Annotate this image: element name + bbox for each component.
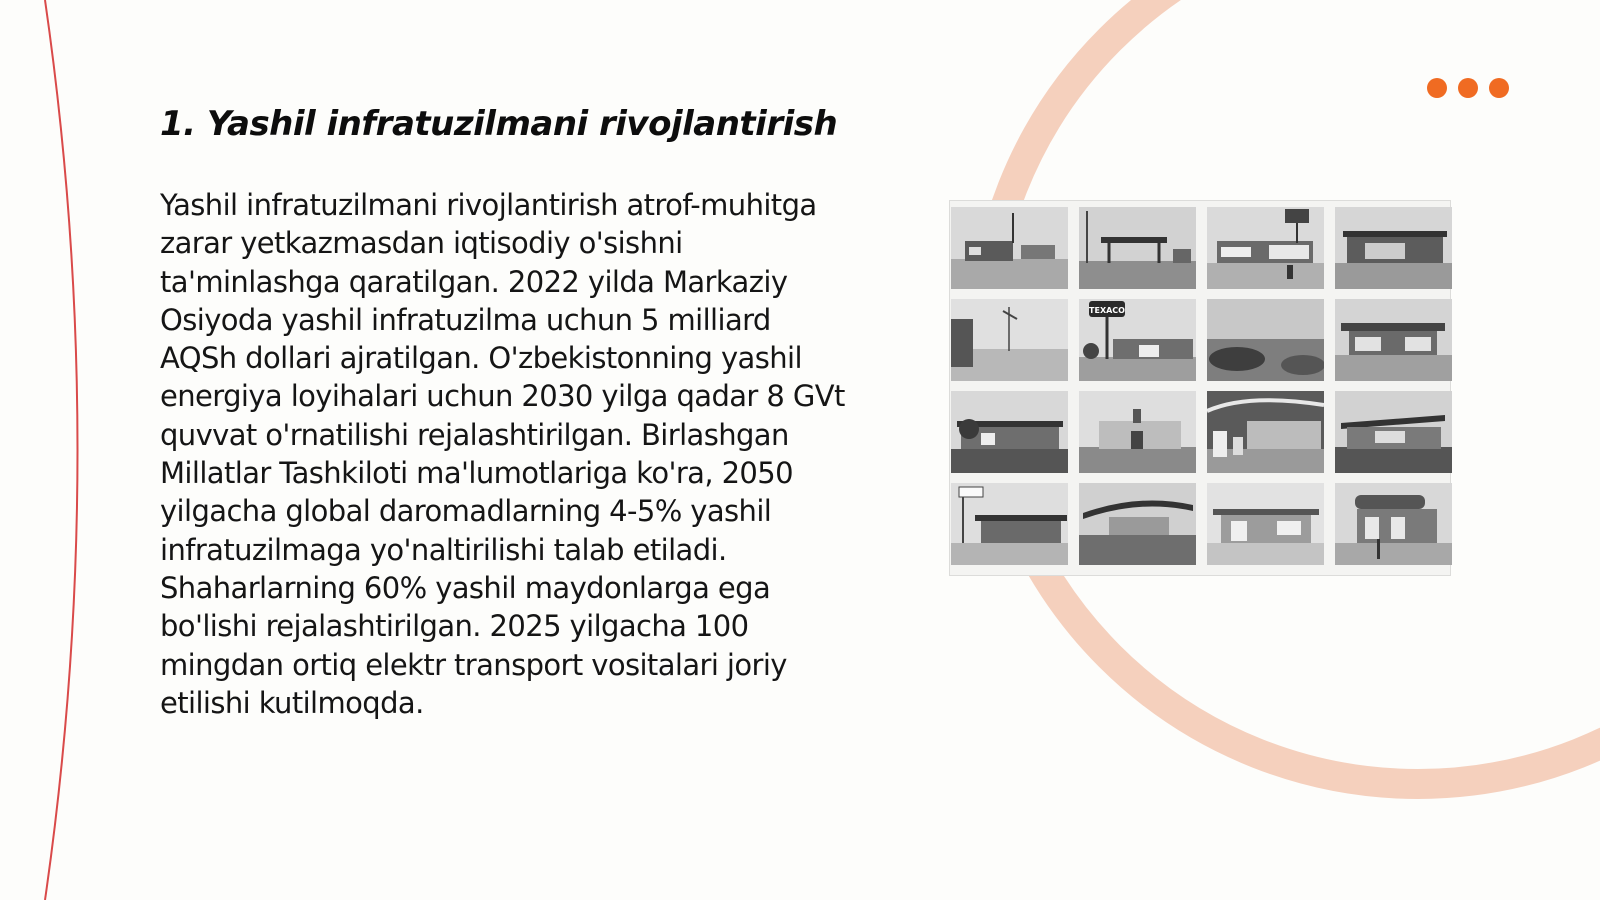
photo-tile bbox=[1335, 207, 1452, 289]
photo-tile bbox=[1207, 391, 1324, 473]
slide-title: 1. Yashil infratuzilmani rivojlantirish bbox=[160, 104, 838, 144]
photo-tile bbox=[1335, 299, 1452, 381]
photo-tile bbox=[1079, 299, 1196, 381]
gas-station-photo-collage bbox=[949, 200, 1451, 576]
accent-dot bbox=[1458, 78, 1478, 98]
photo-tile bbox=[1079, 483, 1196, 565]
photo-grid bbox=[951, 207, 1449, 565]
photo-tile bbox=[1207, 483, 1324, 565]
photo-tile bbox=[951, 483, 1068, 565]
photo-tile bbox=[1079, 391, 1196, 473]
svg-text:TEXACO: TEXACO bbox=[1089, 306, 1125, 315]
accent-dot bbox=[1427, 78, 1447, 98]
accent-dot bbox=[1489, 78, 1509, 98]
photo-tile bbox=[951, 207, 1068, 289]
photo-tile bbox=[1207, 207, 1324, 289]
photo-tile bbox=[951, 391, 1068, 473]
photo-tile bbox=[1335, 391, 1452, 473]
left-accent-line bbox=[45, 0, 78, 900]
photo-tile bbox=[1335, 483, 1452, 565]
photo-tile bbox=[951, 299, 1068, 381]
photo-tile bbox=[1079, 207, 1196, 289]
slide-body-text: Yashil infratuzilmani rivojlantirish atrof-muhitga zarar yetkazmasdan iqtisodiy o'sishni ta'minlashga qaratilgan. 2022 yilda Markaziy Osiyoda yashil infratuzilma uchun 5 milliard AQSh dollari ajratilgan. O'zbekistonning yashil energiya loyihalari uchun 2030 yilga qadar 8 GVt quvvat o'rnatilishi rejalashtirilgan. Birlashgan Millatlar Tashkiloti ma'lumotlariga ko'ra, 2050 yilgacha global daromadlarning 4-5% yashil infratuzilmaga yo'naltirilishi talab etiladi. Shaharlarning 60% yashil maydonlarga ega bo'lishi rejalashtirilgan. 2025 yilgacha 100 mingdan ortiq elektr transport vositalari joriy etilishi kutilmoqda. bbox=[160, 188, 845, 720]
menu-dots bbox=[1427, 78, 1509, 98]
photo-tile bbox=[1207, 299, 1324, 381]
